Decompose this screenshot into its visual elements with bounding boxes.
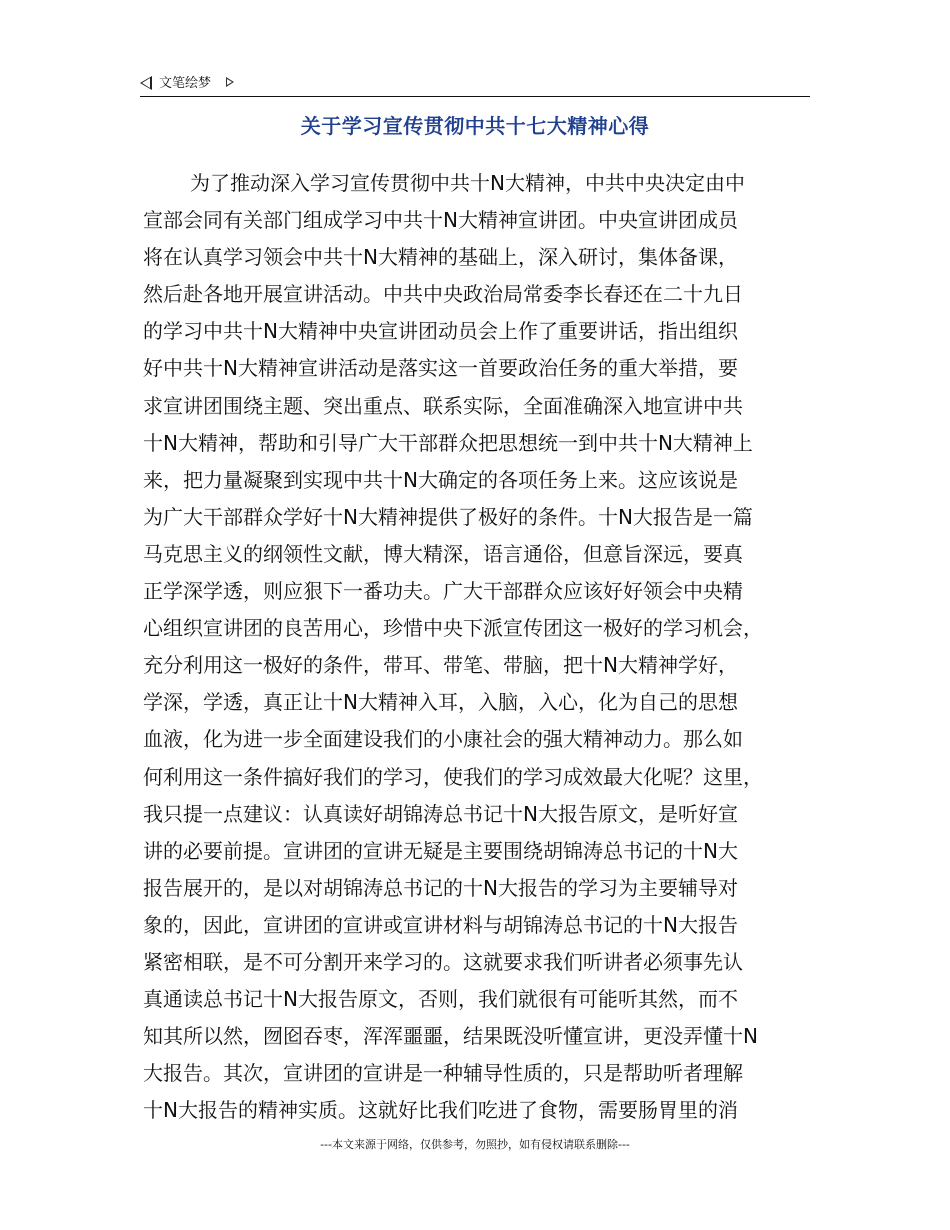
body-line: 何利用这一条件搞好我们的学习，使我们的学习成效最大化呢？这里， (143, 764, 763, 789)
body-line: 然后赴各地开展宣讲活动。中共中央政治局常委李长春还在二十九日 (143, 282, 743, 307)
body-line: 为广大干部群众学好十N大精神提供了极好的条件。十N大报告是一篇 (143, 504, 753, 529)
body-line: 学深，学透，真正让十N大精神入耳，入脑，入心，化为自己的思想 (143, 690, 738, 715)
body-line: 好中共十N大精神宣讲活动是落实这一首要政治任务的重大举措，要 (143, 356, 738, 381)
body-line: 将在认真学习领会中共十N大精神的基础上，深入研讨，集体备课， (143, 245, 738, 270)
body-line: 十N大精神，帮助和引导广大干部群众把思想统一到中共十N大精神上 (143, 430, 753, 455)
body-line: 的学习中共十N大精神中央宣讲团动员会上作了重要讲话，指出组织 (143, 319, 738, 344)
body-line: 报告展开的，是以对胡锦涛总书记的十N大报告的学习为主要辅导对 (143, 875, 738, 900)
header-brand: 文笔绘梦 (159, 76, 212, 91)
triangle-right-icon (226, 77, 234, 87)
body-line: 心组织宣讲团的良苦用心，珍惜中央下派宣传团这一极好的学习机会， (143, 616, 763, 641)
body-line: 宣部会同有关部门组成学习中共十N大精神宣讲团。中央宣讲团成员 (143, 208, 738, 233)
document-title: 关于学习宣传贯彻中共十七大精神心得 (300, 114, 650, 138)
footer-disclaimer: ---本文来源于网络，仅供参考，勿照抄，如有侵权请联系删除--- (320, 1138, 630, 1151)
body-line: 知其所以然，囫囵吞枣，浑浑噩噩，结果既没听懂宣讲，更没弄懂十N (143, 1024, 758, 1049)
body-line: 讲的必要前提。宣讲团的宣讲无疑是主要围绕胡锦涛总书记的十N大 (143, 838, 738, 863)
body-line: 我只提一点建议：认真读好胡锦涛总书记十N大报告原文，是听好宣 (143, 801, 738, 826)
body-line: 真通读总书记十N大报告原文，否则，我们就很有可能听其然，而不 (143, 987, 738, 1012)
body-line: 充分利用这一极好的条件，带耳、带笔、带脑，把十N大精神学好， (143, 653, 738, 678)
body-line: 求宣讲团围绕主题、突出重点、联系实际，全面准确深入地宣讲中共 (143, 393, 743, 418)
body-line: 血液，化为进一步全面建设我们的小康社会的强大精神动力。那么如 (143, 727, 743, 752)
body-line: 来，把力量凝聚到实现中共十N大确定的各项任务上来。这应该说是 (143, 467, 738, 492)
page-header (140, 72, 810, 97)
body-text (143, 165, 813, 1129)
body-line: 马克思主义的纲领性文献，博大精深，语言通俗，但意旨深远，要真 (143, 541, 743, 566)
body-line: 正学深学透，则应狠下一番功夫。广大干部群众应该好好领会中央精 (143, 579, 743, 604)
triangle-left-icon (140, 76, 152, 90)
body-line: 象的，因此，宣讲团的宣讲或宣讲材料与胡锦涛总书记的十N大报告 (143, 912, 738, 937)
body-line: 为了推动深入学习宣传贯彻中共十N大精神，中共中央决定由中 (190, 171, 745, 195)
body-line: 十N大报告的精神实质。这就好比我们吃进了食物，需要肠胃里的消 (143, 1098, 738, 1123)
body-line: 紧密相联，是不可分割开来学习的。这就要求我们听讲者必须事先认 (143, 949, 743, 974)
body-line: 大报告。其次，宣讲团的宣讲是一种辅导性质的，只是帮助听者理解 (143, 1061, 743, 1086)
